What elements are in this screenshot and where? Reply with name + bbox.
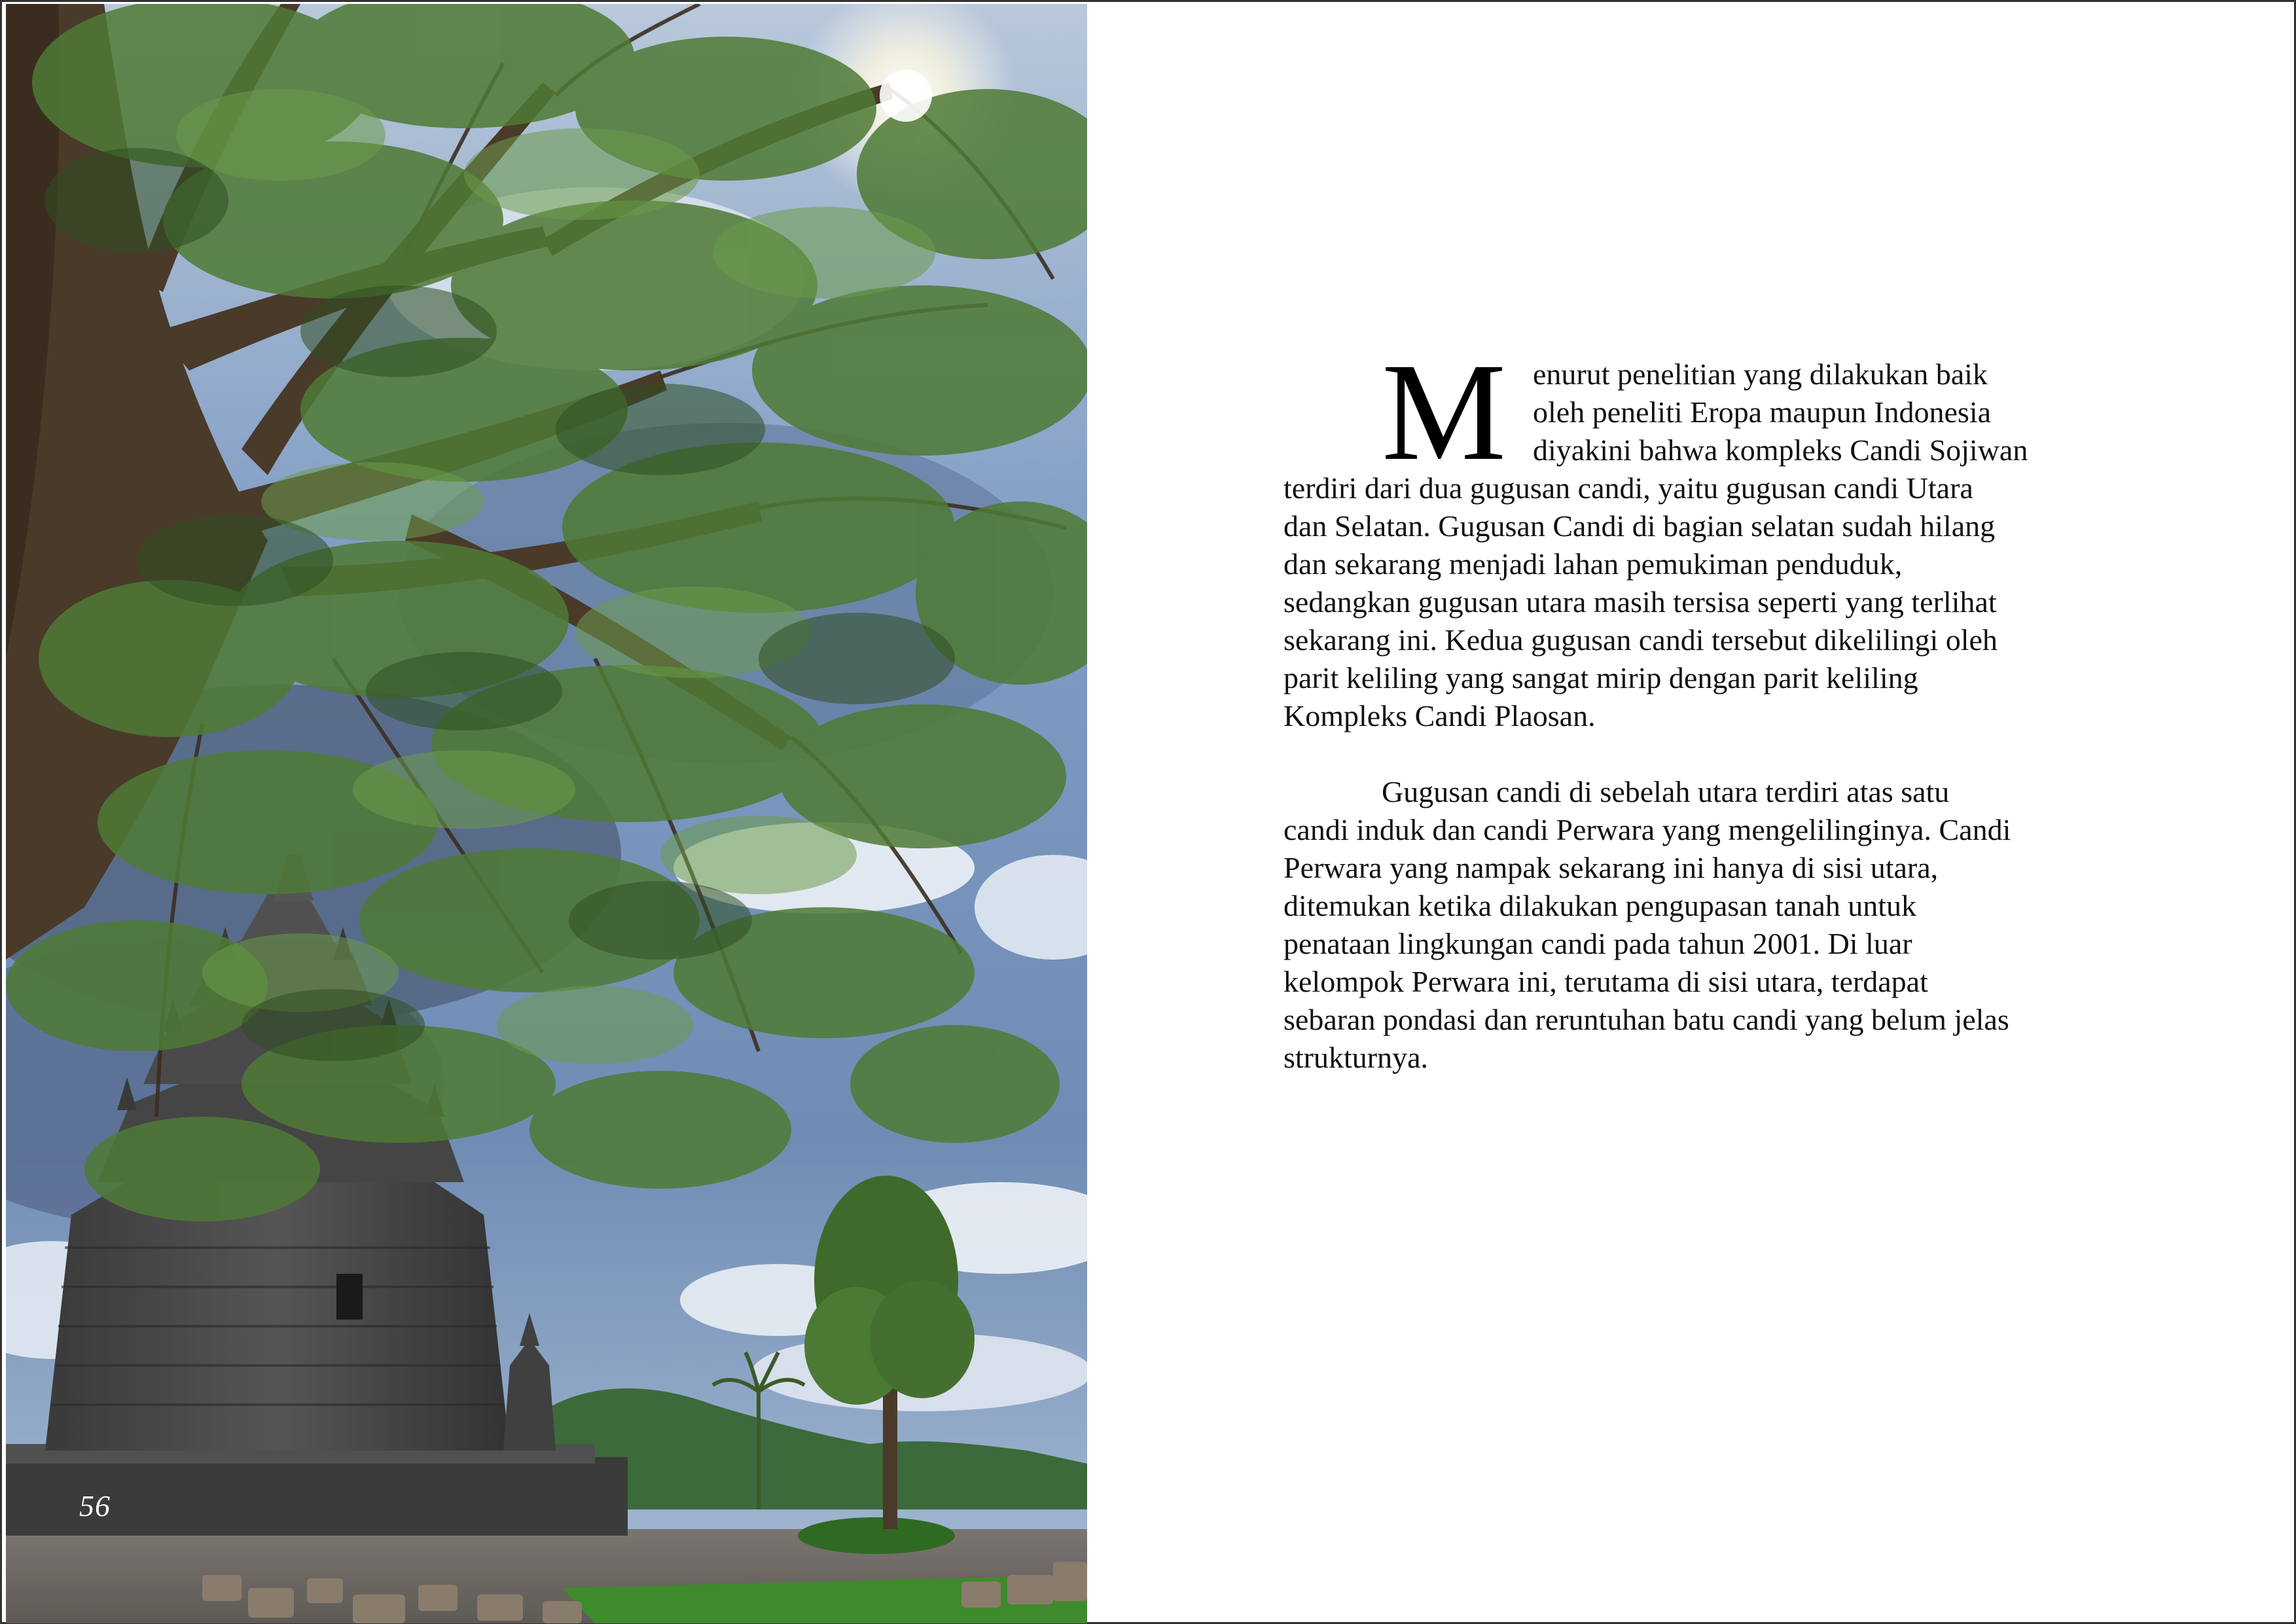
paragraph-1-line: Kompleks Candi Plaosan. [1283, 699, 1596, 732]
paragraph-2-line: strukturnya. [1283, 1041, 1429, 1074]
paragraph-2-line: kelompok Perwara ini, terutama di sisi utara, terdapat [1283, 965, 1928, 998]
paragraph-1-line: dan Selatan. Gugusan Candi di bagian selatan sudah hilang [1283, 509, 1996, 543]
paragraph-1-line: sekarang ini. Kedua gugusan candi tersebut dikelilingi oleh [1283, 623, 1998, 657]
paragraph-1-line: sedangkan gugusan utara masih tersisa seperti yang terlihat [1283, 585, 1997, 619]
page-number: 56 [79, 1489, 111, 1523]
paragraph-1 [1283, 334, 2083, 735]
paragraph-2 [1283, 773, 2083, 1077]
paragraph-2-line: sebaran pondasi dan reruntuhan batu candi yang belum jelas [1283, 1003, 2009, 1036]
paragraph-2-line: penataan lingkungan candi pada tahun 2001. Di luar [1283, 927, 1912, 960]
paragraph-2-line: Perwara yang nampak sekarang ini hanya di sisi utara, [1283, 851, 1939, 884]
paragraph-1-line: enurut penelitian yang dilakukan baik [1533, 357, 1988, 391]
paragraph-2-line: ditemukan ketika dilakukan pengupasan tanah untuk [1283, 889, 1917, 922]
paragraph-1-line: parit keliling yang sangat mirip dengan parit keliling [1283, 661, 1918, 695]
temple-photo [6, 4, 1087, 1623]
temple-photo-illustration [6, 4, 1087, 1623]
paragraph-1-line: oleh peneliti Eropa maupun Indonesia [1533, 395, 1992, 429]
paragraph-2-line: Gugusan candi di sebelah utara terdiri atas satu [1382, 775, 1950, 808]
paragraph-1-line: diyakini bahwa kompleks Candi Sojiwan [1533, 433, 2028, 467]
drop-cap: M [1382, 334, 1507, 490]
paragraph-1-line: dan sekarang menjadi lahan pemukiman penduduk, [1283, 547, 1903, 581]
paragraph-1-line: terdiri dari dua gugusan candi, yaitu gugusan candi Utara [1283, 471, 1973, 505]
paragraph-2-line: candi induk dan candi Perwara yang mengelilinginya. Candi [1283, 813, 2011, 846]
text-column [1283, 334, 2083, 1077]
